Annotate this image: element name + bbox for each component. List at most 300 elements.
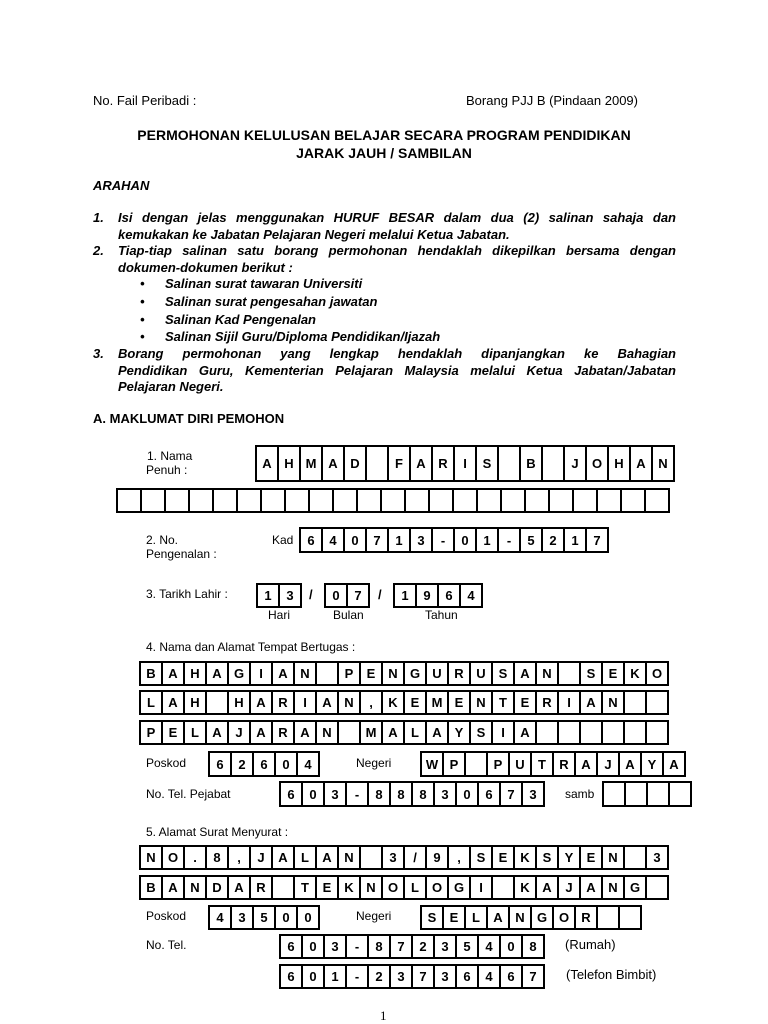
- mobile-phone-field-cell[interactable]: 6: [499, 964, 523, 989]
- name-row-1-cell[interactable]: H: [607, 445, 631, 482]
- dob-month-field-cell[interactable]: 0: [324, 583, 348, 608]
- mailing-row-2-cell[interactable]: K: [513, 875, 537, 900]
- dob-separator: /: [309, 587, 313, 602]
- mailing-row-1-cell[interactable]: /: [403, 845, 427, 870]
- workplace-row-3-cell[interactable]: S: [469, 720, 493, 745]
- mobile-phone-field-cell[interactable]: 3: [433, 964, 457, 989]
- workplace-poskod-field-cell[interactable]: 4: [296, 751, 320, 777]
- workplace-poskod-field-cell[interactable]: 6: [208, 751, 232, 777]
- form-reference: Borang PJJ B (Pindaan 2009): [466, 93, 638, 108]
- instruction-2: Tiap-tiap salinan satu borang permohonan hendaklah dikepilkan bersama dengan dokumen-dokumen berikut :: [118, 243, 676, 275]
- workplace-phone-field[interactable]: [279, 781, 543, 807]
- workplace-row-3-cell[interactable]: P: [139, 720, 163, 745]
- name-row-1-cell[interactable]: H: [277, 445, 301, 482]
- name-row-1-cell[interactable]: A: [409, 445, 433, 482]
- mailing-poskod-label: Poskod: [146, 909, 187, 923]
- mailing-row-1-cell[interactable]: A: [271, 845, 295, 870]
- workplace-row-3[interactable]: [139, 720, 667, 745]
- name-row-2-cell[interactable]: [620, 488, 646, 513]
- dob-year-field-cell[interactable]: 6: [437, 583, 461, 608]
- workplace-extension-field-cell[interactable]: [602, 781, 626, 807]
- ic-number-field-cell[interactable]: 3: [409, 527, 433, 553]
- name-row-1-cell[interactable]: N: [651, 445, 675, 482]
- mobile-phone-field-cell[interactable]: 1: [323, 964, 347, 989]
- name-row-1-cell[interactable]: M: [299, 445, 323, 482]
- mailing-row-1-cell[interactable]: A: [315, 845, 339, 870]
- name-row-2-cell[interactable]: [212, 488, 238, 513]
- name-row-2-cell[interactable]: [188, 488, 214, 513]
- mailing-poskod-field-cell[interactable]: 0: [296, 905, 320, 930]
- dob-year-field-cell[interactable]: 4: [459, 583, 483, 608]
- home-phone-field-cell[interactable]: 7: [389, 934, 413, 959]
- page-number: 1: [380, 1008, 387, 1023]
- workplace-phone-field-cell[interactable]: 6: [279, 781, 303, 807]
- dob-year-field-cell[interactable]: 9: [415, 583, 439, 608]
- workplace-negeri-field-cell[interactable]: [464, 751, 488, 777]
- dob-day-caption: Hari: [268, 608, 291, 622]
- mailing-row-2-cell[interactable]: G: [623, 875, 647, 900]
- ic-number-field-cell[interactable]: 0: [343, 527, 367, 553]
- mailing-row-2-cell[interactable]: K: [337, 875, 361, 900]
- workplace-row-2-cell[interactable]: K: [381, 690, 405, 715]
- workplace-row-1-cell[interactable]: B: [139, 661, 163, 686]
- workplace-negeri-field-cell[interactable]: P: [442, 751, 466, 777]
- name-row-1-cell[interactable]: B: [519, 445, 543, 482]
- workplace-row-1[interactable]: [139, 661, 667, 686]
- instruction-3: Borang permohonan yang lengkap hendaklah dipanjangkan ke Bahagian Pendidikan Guru, Kementerian Pelajaran Malaysia melalui Ketua Jabatan/Jabatan Pelajaran Negeri.: [118, 346, 676, 395]
- mailing-row-2-cell[interactable]: D: [205, 875, 229, 900]
- workplace-row-1-cell[interactable]: G: [403, 661, 427, 686]
- workplace-negeri-field-cell[interactable]: Y: [640, 751, 664, 777]
- workplace-phone-field-cell[interactable]: 3: [521, 781, 545, 807]
- home-phone-field-cell[interactable]: 4: [477, 934, 501, 959]
- workplace-row-2-cell[interactable]: A: [579, 690, 603, 715]
- workplace-row-1-cell[interactable]: A: [205, 661, 229, 686]
- home-phone-field-cell[interactable]: 3: [323, 934, 347, 959]
- mailing-row-1-cell[interactable]: 8: [205, 845, 229, 870]
- mailing-negeri-field-cell[interactable]: S: [420, 905, 444, 930]
- mailing-row-1-cell[interactable]: N: [601, 845, 625, 870]
- home-phone-field-cell[interactable]: 6: [279, 934, 303, 959]
- workplace-row-2-cell[interactable]: I: [557, 690, 581, 715]
- workplace-row-3-cell[interactable]: A: [249, 720, 273, 745]
- workplace-negeri-field-cell[interactable]: R: [552, 751, 576, 777]
- workplace-row-2-cell[interactable]: N: [469, 690, 493, 715]
- mobile-phone-field-cell[interactable]: 7: [411, 964, 435, 989]
- mailing-negeri-field-cell[interactable]: [596, 905, 620, 930]
- home-phone-field-cell[interactable]: 5: [455, 934, 479, 959]
- workplace-row-2-cell[interactable]: E: [447, 690, 471, 715]
- ic-label: 2. No. Pengenalan :: [146, 533, 217, 561]
- mailing-row-1-cell[interactable]: O: [161, 845, 185, 870]
- mailing-row-2-cell[interactable]: T: [293, 875, 317, 900]
- workplace-row-3-cell[interactable]: E: [161, 720, 185, 745]
- workplace-poskod-field[interactable]: [208, 751, 318, 777]
- workplace-negeri-field-cell[interactable]: U: [508, 751, 532, 777]
- mobile-phone-field-cell[interactable]: 3: [389, 964, 413, 989]
- workplace-row-1-cell[interactable]: S: [579, 661, 603, 686]
- name-row-1-cell[interactable]: R: [431, 445, 455, 482]
- workplace-row-1-cell[interactable]: S: [491, 661, 515, 686]
- workplace-row-2-cell[interactable]: A: [315, 690, 339, 715]
- dob-year-field[interactable]: [393, 583, 481, 608]
- mailing-row-1-cell[interactable]: N: [139, 845, 163, 870]
- home-phone-field-cell[interactable]: 0: [499, 934, 523, 959]
- workplace-negeri-field-cell[interactable]: W: [420, 751, 444, 777]
- home-phone-field-cell[interactable]: 2: [411, 934, 435, 959]
- workplace-row-2-cell[interactable]: L: [139, 690, 163, 715]
- name-row-1-cell[interactable]: I: [453, 445, 477, 482]
- name-row-2-cell[interactable]: [524, 488, 550, 513]
- name-row-2-cell[interactable]: [500, 488, 526, 513]
- mailing-row-1-cell[interactable]: 9: [425, 845, 449, 870]
- workplace-row-2-cell[interactable]: [623, 690, 647, 715]
- workplace-row-2-cell[interactable]: N: [601, 690, 625, 715]
- home-phone-field-cell[interactable]: 0: [301, 934, 325, 959]
- mobile-phone-field-cell[interactable]: 0: [301, 964, 325, 989]
- name-row-2-cell[interactable]: [116, 488, 142, 513]
- mobile-phone-field-cell[interactable]: 6: [455, 964, 479, 989]
- mailing-row-1-cell[interactable]: 3: [645, 845, 669, 870]
- workplace-row-1-cell[interactable]: N: [381, 661, 405, 686]
- workplace-row-1-cell[interactable]: [315, 661, 339, 686]
- mailing-row-2-cell[interactable]: B: [139, 875, 163, 900]
- workplace-phone-field-cell[interactable]: -: [345, 781, 369, 807]
- workplace-phone-field-cell[interactable]: 0: [301, 781, 325, 807]
- workplace-row-2-cell[interactable]: H: [183, 690, 207, 715]
- bullet-item: • Salinan Sijil Guru/Diploma Pendidikan/Ijazah: [140, 329, 440, 346]
- workplace-poskod-field-cell[interactable]: 0: [274, 751, 298, 777]
- workplace-row-3-cell[interactable]: A: [293, 720, 317, 745]
- mailing-row-1-cell[interactable]: S: [469, 845, 493, 870]
- workplace-extension-field-cell[interactable]: [646, 781, 670, 807]
- ic-number-field[interactable]: [299, 527, 607, 553]
- mailing-row-1-cell[interactable]: E: [579, 845, 603, 870]
- ic-number-field-cell[interactable]: 0: [453, 527, 477, 553]
- name-row-2-cell[interactable]: [332, 488, 358, 513]
- workplace-row-1-cell[interactable]: I: [249, 661, 273, 686]
- dob-month-field-cell[interactable]: 7: [346, 583, 370, 608]
- workplace-row-1-cell[interactable]: N: [293, 661, 317, 686]
- name-row-1-cell[interactable]: A: [321, 445, 345, 482]
- bullet-item: • Salinan surat tawaran Universiti: [140, 276, 362, 293]
- name-row-2-cell[interactable]: [356, 488, 382, 513]
- mailing-row-2-cell[interactable]: A: [161, 875, 185, 900]
- workplace-row-2-cell[interactable]: M: [425, 690, 449, 715]
- workplace-poskod-field-cell[interactable]: 2: [230, 751, 254, 777]
- mailing-row-1-cell[interactable]: K: [513, 845, 537, 870]
- workplace-row-3-cell[interactable]: L: [183, 720, 207, 745]
- name-row-1-cell[interactable]: O: [585, 445, 609, 482]
- mailing-row-1-cell[interactable]: ,: [447, 845, 471, 870]
- mailing-row-2-cell[interactable]: I: [469, 875, 493, 900]
- workplace-row-2-cell[interactable]: E: [513, 690, 537, 715]
- workplace-row-2-cell[interactable]: H: [227, 690, 251, 715]
- workplace-row-1-cell[interactable]: H: [183, 661, 207, 686]
- workplace-phone-field-cell[interactable]: 8: [367, 781, 391, 807]
- mailing-row-2-cell[interactable]: [491, 875, 515, 900]
- mailing-row-1-cell[interactable]: L: [293, 845, 317, 870]
- mailing-row-1-cell[interactable]: N: [337, 845, 361, 870]
- ic-kad-label: Kad: [272, 533, 294, 547]
- workplace-negeri-field[interactable]: [420, 751, 684, 777]
- dob-month-field[interactable]: [324, 583, 368, 608]
- name-row-2-cell[interactable]: [308, 488, 334, 513]
- workplace-row-2-cell[interactable]: ,: [359, 690, 383, 715]
- name-row-1-cell[interactable]: [541, 445, 565, 482]
- mobile-phone-field-cell[interactable]: 2: [367, 964, 391, 989]
- ic-number-field-cell[interactable]: -: [497, 527, 521, 553]
- mailing-row-2-cell[interactable]: O: [381, 875, 405, 900]
- mailing-row-2-cell[interactable]: A: [227, 875, 251, 900]
- name-row-2-cell[interactable]: [548, 488, 574, 513]
- name-row-2-cell[interactable]: [572, 488, 598, 513]
- workplace-extension-field-cell[interactable]: [624, 781, 648, 807]
- workplace-row-3-cell[interactable]: R: [271, 720, 295, 745]
- workplace-row-3-cell[interactable]: Y: [447, 720, 471, 745]
- workplace-negeri-field-cell[interactable]: P: [486, 751, 510, 777]
- mailing-negeri-field-cell[interactable]: [618, 905, 642, 930]
- dob-separator: /: [378, 587, 382, 602]
- ic-number-field-cell[interactable]: 6: [299, 527, 323, 553]
- name-row-1-cell[interactable]: [365, 445, 389, 482]
- workplace-phone-field-cell[interactable]: 3: [323, 781, 347, 807]
- workplace-row-3-cell[interactable]: [579, 720, 603, 745]
- name-row-2[interactable]: [116, 488, 668, 513]
- mailing-negeri-field-cell[interactable]: E: [442, 905, 466, 930]
- mailing-poskod-field-cell[interactable]: 0: [274, 905, 298, 930]
- name-row-2-cell[interactable]: [260, 488, 286, 513]
- mobile-phone-field-cell[interactable]: 7: [521, 964, 545, 989]
- ic-number-field-cell[interactable]: 5: [519, 527, 543, 553]
- mailing-row-2-cell[interactable]: [271, 875, 295, 900]
- mobile-phone-field-cell[interactable]: 4: [477, 964, 501, 989]
- mailing-poskod-field[interactable]: [208, 905, 318, 930]
- workplace-row-1-cell[interactable]: A: [513, 661, 537, 686]
- mailing-row-1-cell[interactable]: Y: [557, 845, 581, 870]
- mailing-row-1-cell[interactable]: ,: [227, 845, 251, 870]
- name-row-2-cell[interactable]: [380, 488, 406, 513]
- mailing-row-1-cell[interactable]: E: [491, 845, 515, 870]
- workplace-row-2-cell[interactable]: E: [403, 690, 427, 715]
- workplace-row-1-cell[interactable]: G: [227, 661, 251, 686]
- file-number-label: No. Fail Peribadi :: [93, 93, 197, 108]
- instructions-heading: ARAHAN: [93, 178, 150, 193]
- dob-year-field-cell[interactable]: 1: [393, 583, 417, 608]
- workplace-row-1-cell[interactable]: K: [623, 661, 647, 686]
- workplace-row-2[interactable]: [139, 690, 667, 715]
- ic-number-field-cell[interactable]: -: [431, 527, 455, 553]
- workplace-row-3-cell[interactable]: J: [227, 720, 251, 745]
- workplace-row-3-cell[interactable]: [557, 720, 581, 745]
- mailing-address-label: 5. Alamat Surat Menyurat :: [146, 825, 289, 839]
- mobile-phone-field[interactable]: [279, 964, 543, 989]
- workplace-row-3-cell[interactable]: A: [425, 720, 449, 745]
- workplace-row-3-cell[interactable]: L: [403, 720, 427, 745]
- workplace-negeri-field-cell[interactable]: T: [530, 751, 554, 777]
- workplace-row-2-cell[interactable]: [645, 690, 669, 715]
- workplace-row-1-cell[interactable]: O: [645, 661, 669, 686]
- ic-number-field-cell[interactable]: 7: [585, 527, 609, 553]
- name-row-2-cell[interactable]: [404, 488, 430, 513]
- name-row-2-cell[interactable]: [452, 488, 478, 513]
- workplace-row-3-cell[interactable]: M: [359, 720, 383, 745]
- mailing-row-2-cell[interactable]: A: [535, 875, 559, 900]
- workplace-row-3-cell[interactable]: [601, 720, 625, 745]
- workplace-row-1-cell[interactable]: U: [425, 661, 449, 686]
- mailing-row-2-cell[interactable]: N: [601, 875, 625, 900]
- workplace-row-2-cell[interactable]: I: [293, 690, 317, 715]
- name-row-1-cell[interactable]: J: [563, 445, 587, 482]
- mailing-row-1-cell[interactable]: S: [535, 845, 559, 870]
- dob-day-field-cell[interactable]: 3: [278, 583, 302, 608]
- workplace-row-3-cell[interactable]: A: [513, 720, 537, 745]
- workplace-row-3-cell[interactable]: N: [315, 720, 339, 745]
- ic-number-field-cell[interactable]: 1: [563, 527, 587, 553]
- name-row-2-cell[interactable]: [476, 488, 502, 513]
- name-row-1[interactable]: [255, 445, 673, 482]
- dob-day-field-cell[interactable]: 1: [256, 583, 280, 608]
- name-row-2-cell[interactable]: [284, 488, 310, 513]
- ic-number-field-cell[interactable]: 2: [541, 527, 565, 553]
- instruction-1-number: 1.: [93, 210, 104, 225]
- workplace-row-1-cell[interactable]: E: [359, 661, 383, 686]
- mailing-row-1-cell[interactable]: .: [183, 845, 207, 870]
- home-phone-field[interactable]: [279, 934, 543, 959]
- workplace-row-2-cell[interactable]: R: [535, 690, 559, 715]
- name-row-1-cell[interactable]: [497, 445, 521, 482]
- instruction-1: Isi dengan jelas menggunakan HURUF BESAR dalam dua (2) salinan sahaja dan kemukakan ke Jabatan Pelajaran Negeri melalui Ketua Jabatan.: [118, 210, 676, 242]
- workplace-poskod-field-cell[interactable]: 6: [252, 751, 276, 777]
- name-row-2-cell[interactable]: [596, 488, 622, 513]
- workplace-row-3-cell[interactable]: [623, 720, 647, 745]
- mailing-negeri-field[interactable]: [420, 905, 640, 930]
- workplace-row-3-cell[interactable]: A: [381, 720, 405, 745]
- mailing-row-1[interactable]: [139, 845, 667, 870]
- mailing-row-2-cell[interactable]: R: [249, 875, 273, 900]
- workplace-row-1-cell[interactable]: E: [601, 661, 625, 686]
- workplace-row-2-cell[interactable]: A: [249, 690, 273, 715]
- workplace-row-3-cell[interactable]: A: [205, 720, 229, 745]
- name-row-2-cell[interactable]: [236, 488, 262, 513]
- dob-day-field[interactable]: [256, 583, 300, 608]
- mailing-row-1-cell[interactable]: 3: [381, 845, 405, 870]
- name-row-2-cell[interactable]: [140, 488, 166, 513]
- workplace-row-2-cell[interactable]: R: [271, 690, 295, 715]
- mailing-negeri-field-cell[interactable]: R: [574, 905, 598, 930]
- workplace-row-3-cell[interactable]: I: [491, 720, 515, 745]
- workplace-phone-field-cell[interactable]: 8: [389, 781, 413, 807]
- workplace-row-2-cell[interactable]: T: [491, 690, 515, 715]
- mailing-row-1-cell[interactable]: [623, 845, 647, 870]
- mailing-negeri-field-cell[interactable]: N: [508, 905, 532, 930]
- mailing-poskod-field-cell[interactable]: 5: [252, 905, 276, 930]
- mailing-row-2-cell[interactable]: A: [579, 875, 603, 900]
- workplace-row-3-cell[interactable]: [337, 720, 361, 745]
- mailing-row-1-cell[interactable]: J: [249, 845, 273, 870]
- mailing-row-2-cell[interactable]: N: [183, 875, 207, 900]
- workplace-row-3-cell[interactable]: [645, 720, 669, 745]
- mailing-negeri-field-cell[interactable]: L: [464, 905, 488, 930]
- workplace-row-1-cell[interactable]: P: [337, 661, 361, 686]
- mobile-phone-field-cell[interactable]: -: [345, 964, 369, 989]
- workplace-negeri-field-cell[interactable]: A: [618, 751, 642, 777]
- workplace-row-1-cell[interactable]: A: [271, 661, 295, 686]
- mailing-row-2-cell[interactable]: L: [403, 875, 427, 900]
- name-row-1-cell[interactable]: A: [629, 445, 653, 482]
- mailing-negeri-field-cell[interactable]: G: [530, 905, 554, 930]
- workplace-row-1-cell[interactable]: R: [447, 661, 471, 686]
- mailing-poskod-field-cell[interactable]: 3: [230, 905, 254, 930]
- home-phone-field-cell[interactable]: 3: [433, 934, 457, 959]
- mailing-negeri-label: Negeri: [356, 909, 392, 923]
- workplace-row-3-cell[interactable]: [535, 720, 559, 745]
- name-row-2-cell[interactable]: [644, 488, 670, 513]
- mailing-row-2-cell[interactable]: E: [315, 875, 339, 900]
- mailing-row-2-cell[interactable]: O: [425, 875, 449, 900]
- ic-number-field-cell[interactable]: 1: [387, 527, 411, 553]
- mailing-row-2-cell[interactable]: G: [447, 875, 471, 900]
- workplace-row-2-cell[interactable]: [205, 690, 229, 715]
- home-phone-field-cell[interactable]: 8: [521, 934, 545, 959]
- mailing-poskod-field-cell[interactable]: 4: [208, 905, 232, 930]
- workplace-phone-field-cell[interactable]: 7: [499, 781, 523, 807]
- mailing-row-2[interactable]: [139, 875, 667, 900]
- dob-year-caption: Tahun: [425, 608, 458, 622]
- mailing-row-2-cell[interactable]: J: [557, 875, 581, 900]
- workplace-phone-field-cell[interactable]: 8: [411, 781, 435, 807]
- mailing-row-1-cell[interactable]: [359, 845, 383, 870]
- instruction-2-number: 2.: [93, 243, 104, 258]
- ic-number-field-cell[interactable]: 1: [475, 527, 499, 553]
- workplace-row-2-cell[interactable]: A: [161, 690, 185, 715]
- home-phone-field-cell[interactable]: 8: [367, 934, 391, 959]
- mailing-row-2-cell[interactable]: [645, 875, 669, 900]
- home-phone-field-cell[interactable]: -: [345, 934, 369, 959]
- name-row-1-cell[interactable]: F: [387, 445, 411, 482]
- name-row-1-cell[interactable]: A: [255, 445, 279, 482]
- workplace-negeri-field-cell[interactable]: A: [662, 751, 686, 777]
- mailing-row-2-cell[interactable]: N: [359, 875, 383, 900]
- workplace-extension-field[interactable]: [602, 781, 690, 807]
- workplace-phone-field-cell[interactable]: 6: [477, 781, 501, 807]
- mailing-negeri-field-cell[interactable]: O: [552, 905, 576, 930]
- name-row-1-cell[interactable]: S: [475, 445, 499, 482]
- section-a-heading: A. MAKLUMAT DIRI PEMOHON: [93, 411, 285, 426]
- workplace-extension-label: samb: [565, 787, 595, 801]
- name-row-2-cell[interactable]: [428, 488, 454, 513]
- workplace-poskod-label: Poskod: [146, 756, 187, 770]
- workplace-negeri-label: Negeri: [356, 756, 392, 770]
- workplace-row-1-cell[interactable]: N: [535, 661, 559, 686]
- workplace-row-1-cell[interactable]: U: [469, 661, 493, 686]
- workplace-negeri-field-cell[interactable]: J: [596, 751, 620, 777]
- name-row-2-cell[interactable]: [164, 488, 190, 513]
- workplace-phone-field-cell[interactable]: 3: [433, 781, 457, 807]
- workplace-row-1-cell[interactable]: A: [161, 661, 185, 686]
- workplace-phone-field-cell[interactable]: 0: [455, 781, 479, 807]
- ic-number-field-cell[interactable]: 7: [365, 527, 389, 553]
- home-phone-caption: (Rumah): [565, 937, 616, 952]
- name-row-1-cell[interactable]: D: [343, 445, 367, 482]
- workplace-extension-field-cell[interactable]: [668, 781, 692, 807]
- workplace-row-1-cell[interactable]: [557, 661, 581, 686]
- mailing-negeri-field-cell[interactable]: A: [486, 905, 510, 930]
- mobile-phone-field-cell[interactable]: 6: [279, 964, 303, 989]
- ic-number-field-cell[interactable]: 4: [321, 527, 345, 553]
- workplace-negeri-field-cell[interactable]: A: [574, 751, 598, 777]
- workplace-row-2-cell[interactable]: N: [337, 690, 361, 715]
